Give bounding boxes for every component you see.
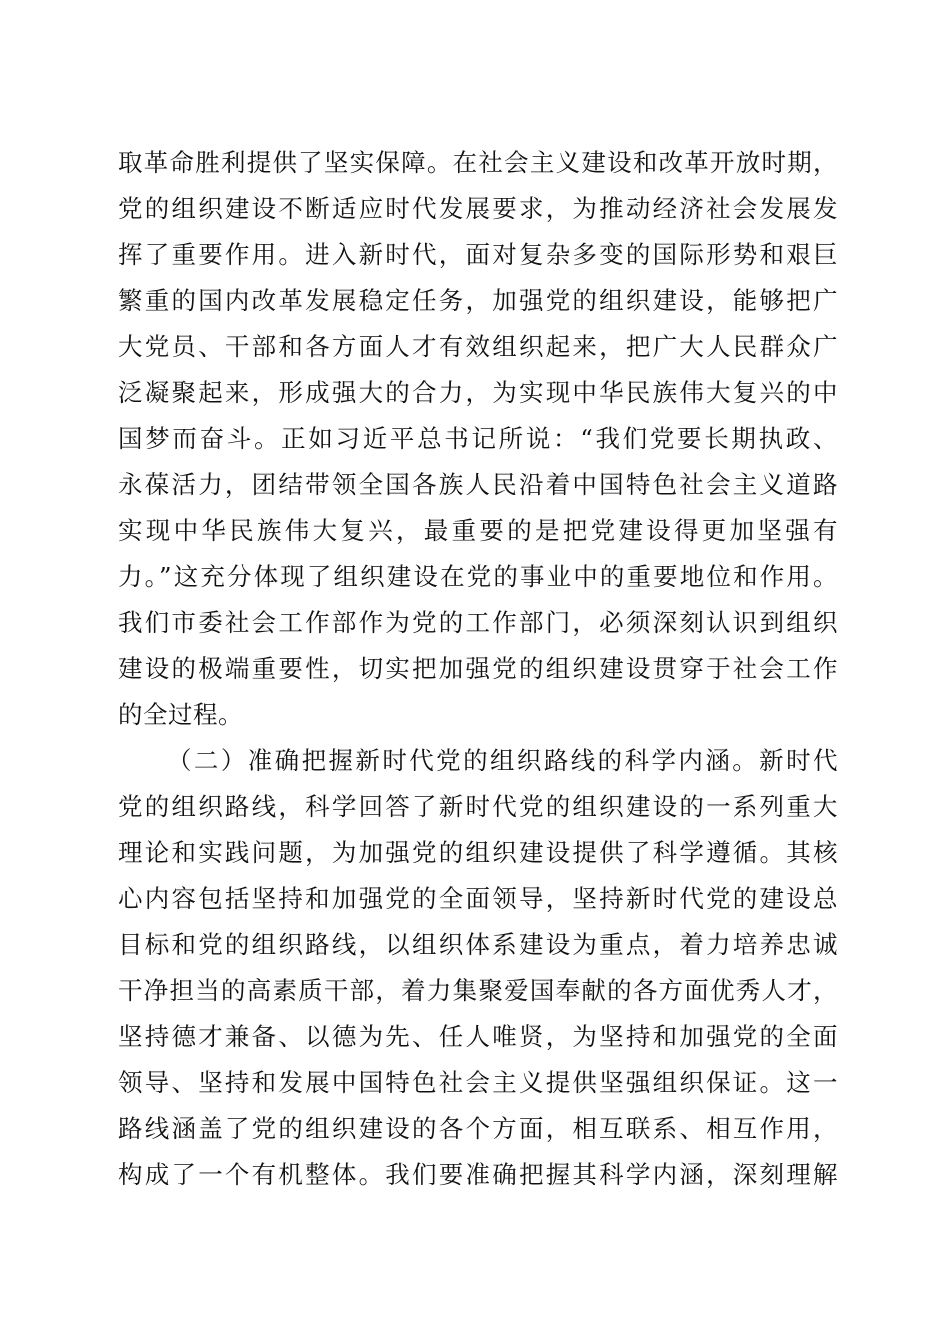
paragraph-line: 理论和实践问题，为加强党的组织建设提供了科学遵循。其核 <box>118 838 838 867</box>
paragraph-line: 构成了一个有机整体。我们要准确把握其科学内涵，深刻理解 <box>118 1160 838 1189</box>
paragraph-line: 路线涵盖了党的组织建设的各个方面，相互联系、相互作用， <box>118 1114 838 1143</box>
paragraph-line: 的全过程。 <box>118 700 243 729</box>
paragraph-line: 心内容包括坚持和加强党的全面领导，坚持新时代党的建设总 <box>118 884 838 913</box>
paragraph-line: 实现中华民族伟大复兴，最重要的是把党建设得更加坚强有 <box>118 516 838 545</box>
paragraph-line: 坚持德才兼备、以德为先、任人唯贤，为坚持和加强党的全面 <box>118 1022 838 1051</box>
paragraph-line: 干净担当的高素质干部，着力集聚爱国奉献的各方面优秀人才， <box>118 976 838 1005</box>
paragraph-line: 大党员、干部和各方面人才有效组织起来，把广大人民群众广 <box>118 332 838 361</box>
paragraph-line: 取革命胜利提供了坚实保障。在社会主义建设和改革开放时期， <box>118 148 838 177</box>
paragraph-line: 建设的极端重要性，切实把加强党的组织建设贯穿于社会工作 <box>118 654 838 683</box>
paragraph-line: 挥了重要作用。进入新时代，面对复杂多变的国际形势和艰巨 <box>118 240 838 269</box>
paragraph-line: 国梦而奋斗。正如习近平总书记所说：“我们党要长期执政、 <box>118 424 838 453</box>
paragraph-line: 繁重的国内改革发展稳定任务，加强党的组织建设，能够把广 <box>118 286 838 315</box>
paragraph-line: 永葆活力，团结带领全国各族人民沿着中国特色社会主义道路 <box>118 470 838 499</box>
paragraph-line: 我们市委社会工作部作为党的工作部门，必须深刻认识到组织 <box>118 608 838 637</box>
paragraph-line: 力。”这充分体现了组织建设在党的事业中的重要地位和作用。 <box>118 562 838 591</box>
paragraph-line: 目标和党的组织路线，以组织体系建设为重点，着力培养忠诚 <box>118 930 838 959</box>
paragraph-line: 党的组织建设不断适应时代发展要求，为推动经济社会发展发 <box>118 194 838 223</box>
paragraph-line: 党的组织路线，科学回答了新时代党的组织建设的一系列重大 <box>118 792 838 821</box>
section-heading-line: （二）准确把握新时代党的组织路线的科学内涵。新时代 <box>167 746 838 775</box>
paragraph-line: 领导、坚持和发展中国特色社会主义提供坚强组织保证。这一 <box>118 1068 838 1097</box>
paragraph-line: 泛凝聚起来，形成强大的合力，为实现中华民族伟大复兴的中 <box>118 378 838 407</box>
